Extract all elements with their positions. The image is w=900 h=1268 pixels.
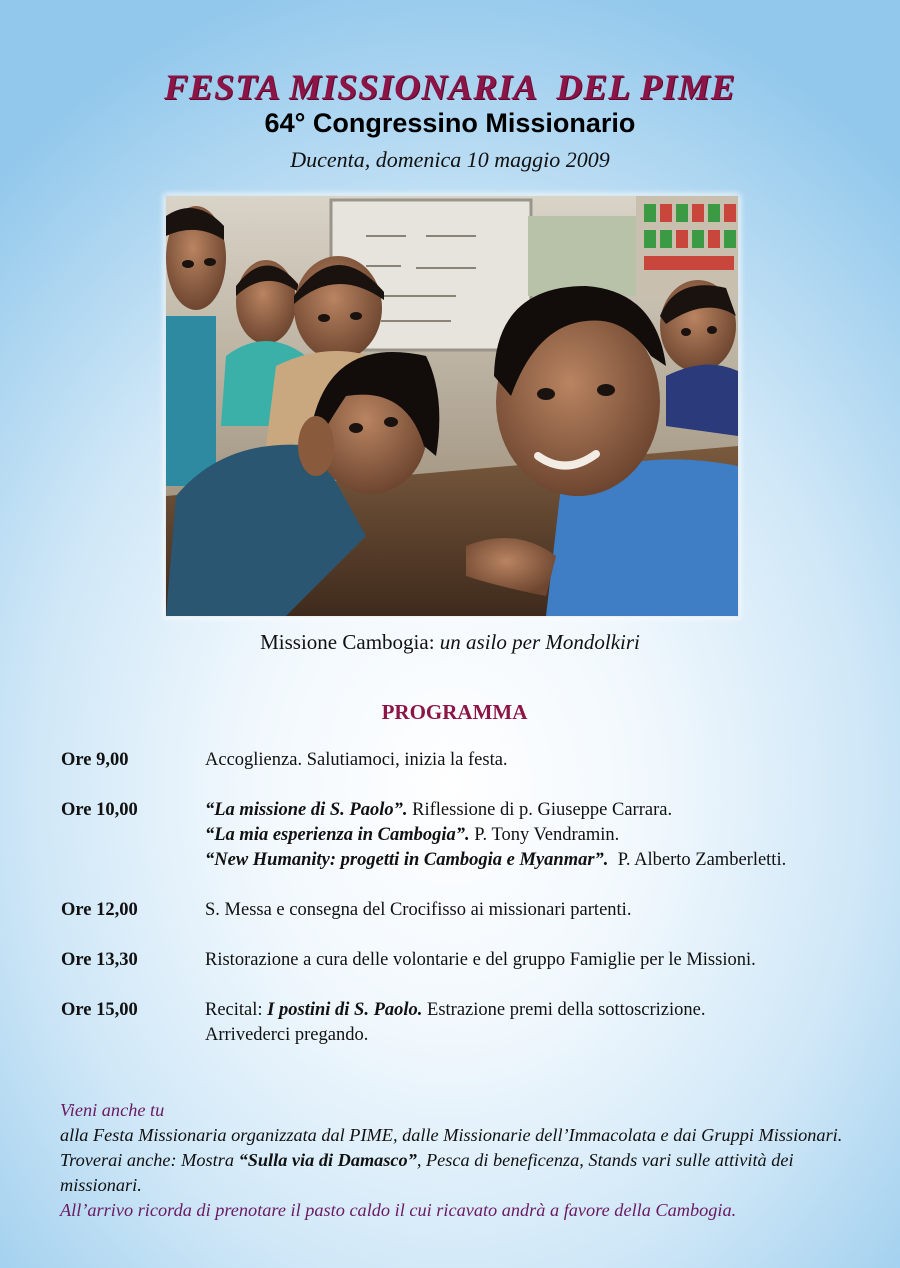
- congress-subtitle: 64° Congressino Missionario: [264, 108, 636, 138]
- schedule-line: [205, 848, 891, 873]
- talk-speaker: P. Alberto Zamberletti.: [608, 850, 787, 870]
- schedule-description: [205, 898, 891, 923]
- schedule-description: [205, 798, 891, 873]
- caption-main: Missione Cambogia:: [260, 630, 440, 654]
- invitation-meal-note: [60, 1198, 860, 1223]
- schedule-line: Accoglienza. Salutiamoci, inizia la festa.: [205, 750, 508, 770]
- caption-italic: un asilo per Mondolkiri: [439, 630, 640, 654]
- recital-label: Recital:: [205, 1000, 268, 1020]
- talk-title: “La mia esperienza in Cambogia”.: [205, 825, 470, 845]
- programma-title: PROGRAMMA: [381, 700, 528, 724]
- header: [0, 64, 900, 174]
- meal-note: ricorda di prenotare il pasto caldo il cui ricavato andrà a favore della Cambogia.: [133, 1200, 737, 1220]
- recital-title: I postini di S. Paolo.: [267, 1000, 423, 1020]
- event-title: FESTA MISSIONARIA DEL PIME: [164, 67, 736, 107]
- schedule-line: Ristorazione a cura delle volontarie e del gruppo Famiglie per le Missioni.: [205, 950, 756, 970]
- schedule-row: [61, 998, 891, 1048]
- schedule-line: [205, 823, 891, 848]
- event-date: Ducenta, domenica 10 maggio 2009: [290, 147, 610, 172]
- schedule-row: [61, 898, 891, 923]
- talk-speaker: Riflessione di p. Giuseppe Carrara.: [407, 800, 673, 820]
- invitation-extras: [60, 1148, 860, 1198]
- exhibit-title: “Sulla via di Damasco”: [238, 1150, 417, 1170]
- schedule-line: [205, 998, 891, 1023]
- schedule-row: [61, 798, 891, 873]
- schedule-line: [205, 798, 891, 823]
- talk-speaker: P. Tony Vendramin.: [469, 825, 620, 845]
- schedule-row: [61, 748, 891, 773]
- schedule-time: Ore 15,00: [61, 1000, 138, 1020]
- footer-invitation: [60, 1098, 860, 1223]
- schedule-time: Ore 9,00: [61, 750, 129, 770]
- schedule-line: Arrivederci pregando.: [205, 1025, 369, 1045]
- invitation-heading: Vieni anche tu: [60, 1100, 165, 1120]
- schedule-line: S. Messa e consegna del Crocifisso ai missionari partenti.: [205, 900, 632, 920]
- schedule-time: Ore 10,00: [61, 800, 138, 820]
- extras-list: , Pesca di beneficenza, Stands vari sulle attività dei missionari.: [60, 1150, 794, 1195]
- talk-title: “La missione di S. Paolo”.: [205, 800, 408, 820]
- schedule-row: [61, 948, 891, 973]
- schedule: [61, 748, 891, 1048]
- photo-caption: [0, 629, 900, 655]
- invitation-organizers: alla Festa Missionaria organizzata dal PIME, dalle Missionarie dell’Immacolata e dai Gruppi Missionari.: [60, 1125, 843, 1145]
- schedule-description: [205, 998, 891, 1048]
- schedule-time: Ore 13,30: [61, 950, 138, 970]
- talk-title: “New Humanity: progetti in Cambogia e Myanmar”.: [205, 850, 609, 870]
- children-photo: [166, 196, 738, 616]
- arrival-label: All’arrivo: [60, 1200, 134, 1220]
- schedule-description: [205, 748, 891, 773]
- schedule-description: [205, 948, 891, 973]
- extras-intro: Troverai anche: Mostra: [60, 1150, 239, 1170]
- schedule-time: Ore 12,00: [61, 900, 138, 920]
- recital-detail: Estrazione premi della sottoscrizione.: [422, 1000, 706, 1020]
